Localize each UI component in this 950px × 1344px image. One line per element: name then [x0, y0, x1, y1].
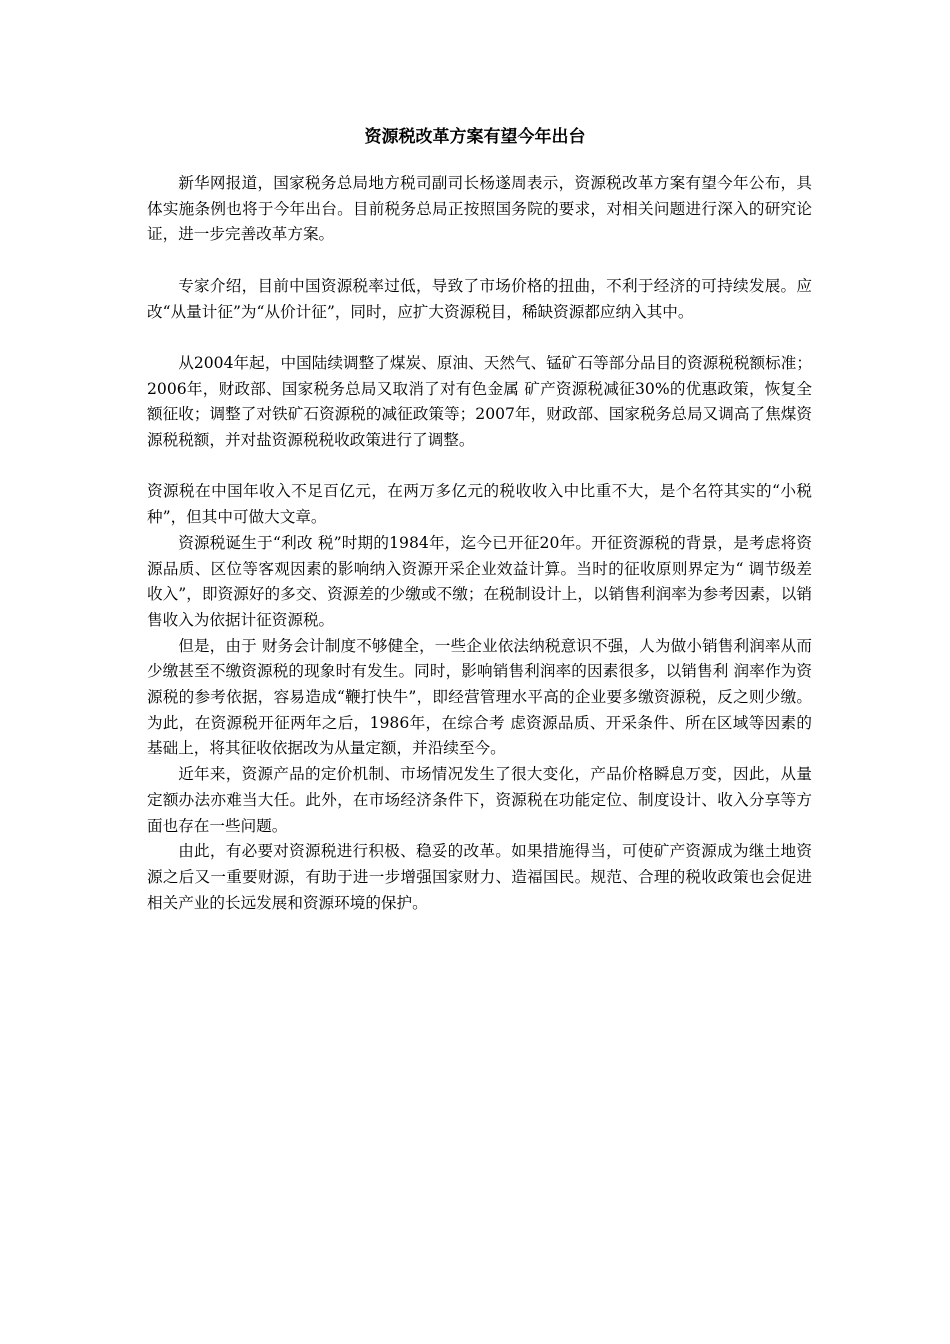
paragraph-spacer [147, 454, 812, 480]
paragraph-7: 近年来，资源产品的定价机制、市场情况发生了很大变化，产品价格瞬息万变，因此，从量定额办法亦难当大任。此外，在市场经济条件下，资源税在功能定位、制度设计、收入分享等方面也存在一些问题。 [147, 765, 812, 835]
paragraph-6: 但是，由于 财务会计制度不够健全，一些企业依法纳税意识不强，人为做小销售利润率从而少缴甚至不缴资源税的现象时有发生。同时，影响销售利润率的因素很多，以销售利 润率作为资源税的参考依据，容易造成“鞭打快牛”，即经营管理水平高的企业要多缴资源税，反之则少缴。为此，在资源税开征两年之后，1986年，在综合考 虑资源品质、开采条件、所在区域等因素的基础上，将其征收依据改为从量定额，并沿续至今。 [147, 636, 812, 758]
paragraph-spacer [147, 325, 812, 351]
paragraph-5: 资源税诞生于“利改 税”时期的1984年，迄今已开征20年。开征资源税的背景，是考虑将资源品质、区位等客观因素的影响纳入资源开采企业效益计算。当时的征收原则界定为“ 调节级差收入”，即资源好的多交、资源差的少缴或不缴；在税制设计上，以销售利润率为参考因素，以销售收入为依据计征资源税。 [147, 533, 812, 629]
paragraph-3: 从2004年起，中国陆续调整了煤炭、原油、天然气、锰矿石等部分品目的资源税税额标准；2006年，财政部、国家税务总局又取消了对有色金属 矿产资源税减征30%的优惠政策，恢复全额征收；调整了对铁矿石资源税的减征政策等；2007年，财政部、国家税务总局又调高了焦煤资源税税额，并对盐资源税税收政策进行了调整。 [147, 353, 812, 449]
paragraph-1: 新华网报道，国家税务总局地方税司副司长杨遂周表示，资源税改革方案有望今年公布，具体实施条例也将于今年出台。目前税务总局正按照国务院的要求，对相关问题进行深入的研究论证，进一步完善改革方案。 [147, 174, 812, 244]
paragraph-4: 资源税在中国年收入不足百亿元，在两万多亿元的税收收入中比重不大，是个名符其实的“小税种”，但其中可做大文章。 [147, 482, 812, 527]
paragraph-2: 专家介绍，目前中国资源税率过低，导致了市场价格的扭曲，不利于经济的可持续发展。应改“从量计征”为“从价计征”，同时，应扩大资源税目，稀缺资源都应纳入其中。 [147, 276, 812, 321]
paragraph-spacer [147, 248, 812, 274]
paragraph-8: 由此，有必要对资源税进行积极、稳妥的改革。如果措施得当，可使矿产资源成为继土地资源之后又一重要财源，有助于进一步增强国家财力、造福国民。规范、合理的税收政策也会促进相关产业的长远发展和资源环境的保护。 [147, 842, 812, 912]
document-body [147, 171, 812, 916]
document-title: 资源税改革方案有望今年出台 [364, 127, 586, 147]
